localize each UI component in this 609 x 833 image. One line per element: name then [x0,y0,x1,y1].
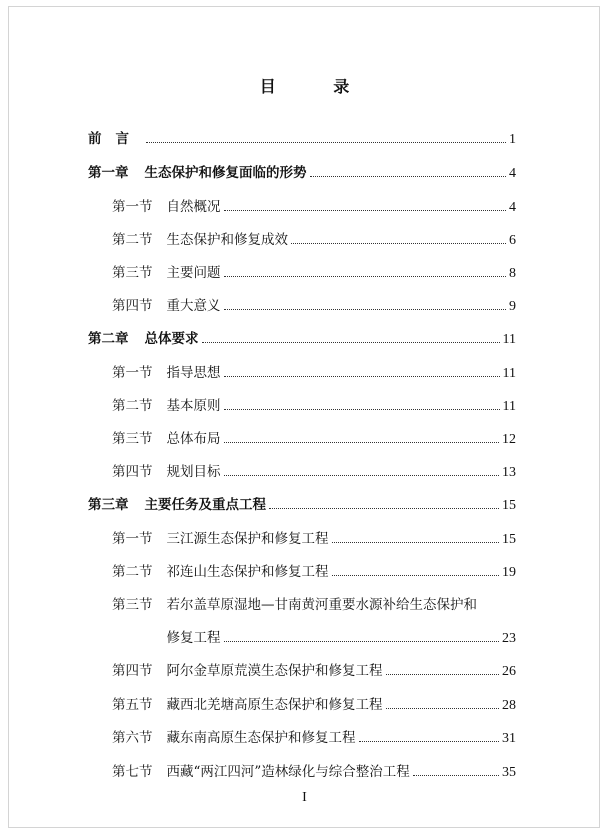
toc-entry-text: 主要问题 [166,265,221,281]
leader-dots [291,243,506,244]
toc-entry-label: 第一节 [112,531,153,547]
toc-entry-label: 第三节 [112,431,153,447]
toc-entry-text: 主要任务及重点工程 [144,497,266,513]
toc-entry-section[interactable] [112,295,516,317]
toc-entry-page: 4 [509,166,516,181]
toc-entry-chapter[interactable] [88,328,516,350]
toc-entry-text: 修复工程 [166,630,221,646]
toc-entry-page: 26 [502,664,516,679]
toc-entry-text: 生态保护和修复面临的形势 [144,165,307,181]
toc-entry-text: 西藏“两江四河”造林绿化与综合整治工程 [166,764,410,780]
toc-entry-section[interactable] [112,362,516,384]
toc-entry-label: 第二节 [112,398,153,414]
toc-entry-section[interactable] [112,528,516,550]
toc-entry-text: 阿尔金草原荒漠生态保护和修复工程 [166,663,383,679]
toc-entry-section[interactable] [112,660,516,682]
leader-dots [224,210,507,211]
toc-entry-chapter[interactable] [88,494,516,516]
toc-entry-section[interactable] [112,594,516,616]
toc-entry-page: 9 [509,299,516,314]
toc-entry-page: 23 [502,631,516,646]
toc-entry-label: 第一章 [88,165,129,181]
toc-entry-label: 第四节 [112,298,153,314]
toc-entry-page: 15 [502,498,516,513]
toc-entry-text: 藏东南高原生态保护和修复工程 [166,730,356,746]
toc-entry-label: 第七节 [112,764,153,780]
leader-dots [386,674,500,675]
toc-entry-section[interactable] [112,727,516,749]
toc-entry-label: 第二节 [112,564,153,580]
leader-dots [224,641,500,642]
toc-entry-page: 28 [502,698,516,713]
toc-entry-section[interactable] [112,428,516,450]
leader-dots [332,542,500,543]
toc-entry-page: 35 [502,765,516,780]
leader-dots [224,309,507,310]
toc-entry-page: 12 [502,432,516,447]
leader-dots [332,575,500,576]
toc-entry-label: 第一节 [112,365,153,381]
leader-dots [224,376,500,377]
toc-entry-section[interactable] [112,561,516,583]
toc-entry-text: 规划目标 [166,464,221,480]
toc-entry-text: 总体布局 [166,431,221,447]
toc-entry-label: 第四节 [112,464,153,480]
toc-entry-label: 第四节 [112,663,153,679]
leader-dots [310,176,507,177]
toc-entry-label: 第三节 [112,265,153,281]
leader-dots [413,775,499,776]
toc-entry-text: 自然概况 [166,199,221,215]
leader-dots [224,409,500,410]
toc-entry-text: 藏西北羌塘高原生态保护和修复工程 [166,697,383,713]
leader-dots [224,442,500,443]
toc-entry-section[interactable] [112,196,516,218]
toc-entry-text: 基本原则 [166,398,221,414]
toc-entry-section[interactable] [112,761,516,783]
toc-entry-label: 第二章 [88,331,129,347]
toc-entry-page: 11 [502,332,516,347]
toc-entry-page: 13 [502,465,516,480]
toc-entry-label: 第三节 [112,597,153,613]
toc-entry-section[interactable] [112,461,516,483]
toc-entry-page: 11 [502,399,516,414]
toc-entry-text: 三江源生态保护和修复工程 [166,531,329,547]
leader-dots [386,708,500,709]
toc-entry-page: 6 [509,233,516,248]
toc-entry-text: 生态保护和修复成效 [166,232,288,248]
toc-entry-page: 19 [502,565,516,580]
toc-entry-continuation[interactable] [112,627,516,649]
toc-entry-page: 4 [509,200,516,215]
toc-entry-section[interactable] [112,262,516,284]
page-number-footer: I [302,790,307,805]
toc-entry-page: 15 [502,532,516,547]
toc-entry-section[interactable] [112,395,516,417]
toc-entry-label: 第二节 [112,232,153,248]
leader-dots [359,741,500,742]
toc-entry-section[interactable] [112,229,516,251]
toc-entry-label: 第六节 [112,730,153,746]
toc-entry-page: 11 [502,366,516,381]
toc-title: 目 录 [259,77,376,96]
toc-entry-text: 重大意义 [166,298,221,314]
toc-entry-page: 31 [502,731,516,746]
leader-dots [224,276,507,277]
leader-dots [269,508,499,509]
toc-entry-label: 第一节 [112,199,153,215]
leader-dots [224,475,500,476]
toc-entry-page: 1 [509,132,516,147]
toc-entry-text: 指导思想 [166,365,221,381]
leader-dots [146,142,506,143]
toc-entry-label: 第五节 [112,697,153,713]
toc-entry-text: 祁连山生态保护和修复工程 [166,564,329,580]
toc-entry-preface[interactable] [88,128,516,150]
toc-entry-section[interactable] [112,694,516,716]
toc-entry-label: 第三章 [88,497,129,513]
toc-entry-page: 8 [509,266,516,281]
toc-entry-label: 前言 [88,131,143,147]
leader-dots [202,342,500,343]
toc-entry-chapter[interactable] [88,162,516,184]
toc-entry-text: 若尔盖草原湿地—甘南黄河重要水源补给生态保护和 [166,597,477,613]
toc-entry-text: 总体要求 [144,331,199,347]
